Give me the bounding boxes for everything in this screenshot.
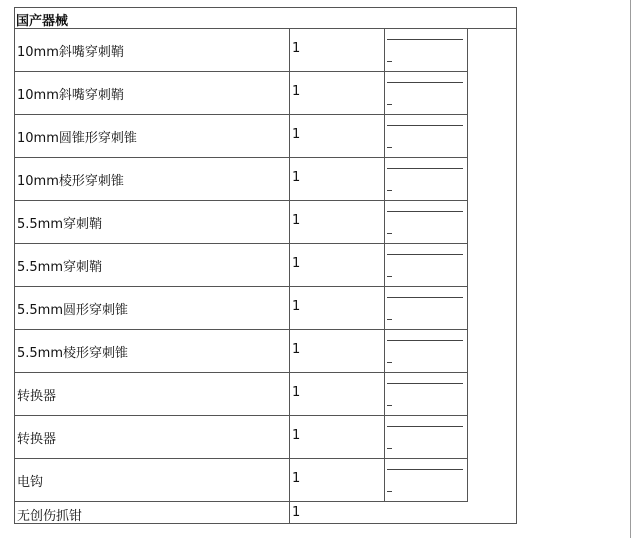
item-qty-cell: 1: [289, 330, 385, 373]
item-check-cell[interactable]: [384, 244, 468, 287]
table-row: [14, 330, 517, 373]
item-qty-cell: 1: [289, 29, 385, 72]
item-name-cell: 5.5mm圆形穿刺锥: [14, 287, 290, 330]
table-row: [14, 201, 517, 244]
item-qty-cell: 1: [289, 416, 385, 459]
item-name-cell: 5.5mm穿刺鞘: [14, 201, 290, 244]
item-name-cell: 转换器: [14, 416, 290, 459]
item-qty-cell: 1: [289, 201, 385, 244]
item-name-cell: 无创伤抓钳: [14, 502, 290, 524]
item-check-cell[interactable]: [384, 416, 468, 459]
item-name-cell: 10mm棱形穿刺锥: [14, 158, 290, 201]
item-name-cell: 10mm斜嘴穿刺鞘: [14, 72, 290, 115]
item-qty-cell: 1: [289, 72, 385, 115]
item-qty-cell: 1: [289, 115, 385, 158]
table-title: 国产器械: [16, 14, 69, 29]
table-row: [14, 115, 517, 158]
item-name-cell: 5.5mm穿刺鞘: [14, 244, 290, 287]
item-name-cell: 10mm斜嘴穿刺鞘: [14, 29, 290, 72]
window-right-border: [630, 0, 631, 538]
table-row: [14, 502, 517, 524]
item-check-cell[interactable]: [384, 158, 468, 201]
item-qty-cell: 1: [289, 287, 385, 330]
table-row: [14, 373, 517, 416]
table-row: [14, 459, 517, 502]
table-row: [14, 158, 517, 201]
table-row: [14, 244, 517, 287]
item-qty-cell: 1: [289, 158, 385, 201]
item-check-cell[interactable]: [384, 373, 468, 416]
item-name-cell: 电钩: [14, 459, 290, 502]
table-row: [14, 72, 517, 115]
item-check-cell[interactable]: [384, 330, 468, 373]
item-name-cell: 5.5mm棱形穿刺锥: [14, 330, 290, 373]
item-qty-cell: 1: [289, 502, 385, 524]
item-name-cell: 转换器: [14, 373, 290, 416]
item-check-cell[interactable]: [384, 459, 468, 502]
table-row: [14, 287, 517, 330]
item-qty-cell: 1: [289, 244, 385, 287]
item-check-cell[interactable]: [384, 201, 468, 244]
instrument-table: [14, 7, 517, 524]
item-check-cell[interactable]: [384, 115, 468, 158]
table-header: [14, 7, 517, 29]
item-check-cell[interactable]: [384, 72, 468, 115]
table-row: [14, 29, 517, 72]
item-check-cell[interactable]: [384, 287, 468, 330]
item-qty-cell: 1: [289, 373, 385, 416]
table-row: [14, 416, 517, 459]
item-name-cell: 10mm圆锥形穿刺锥: [14, 115, 290, 158]
item-check-cell[interactable]: [384, 29, 468, 72]
item-qty-cell: 1: [289, 459, 385, 502]
